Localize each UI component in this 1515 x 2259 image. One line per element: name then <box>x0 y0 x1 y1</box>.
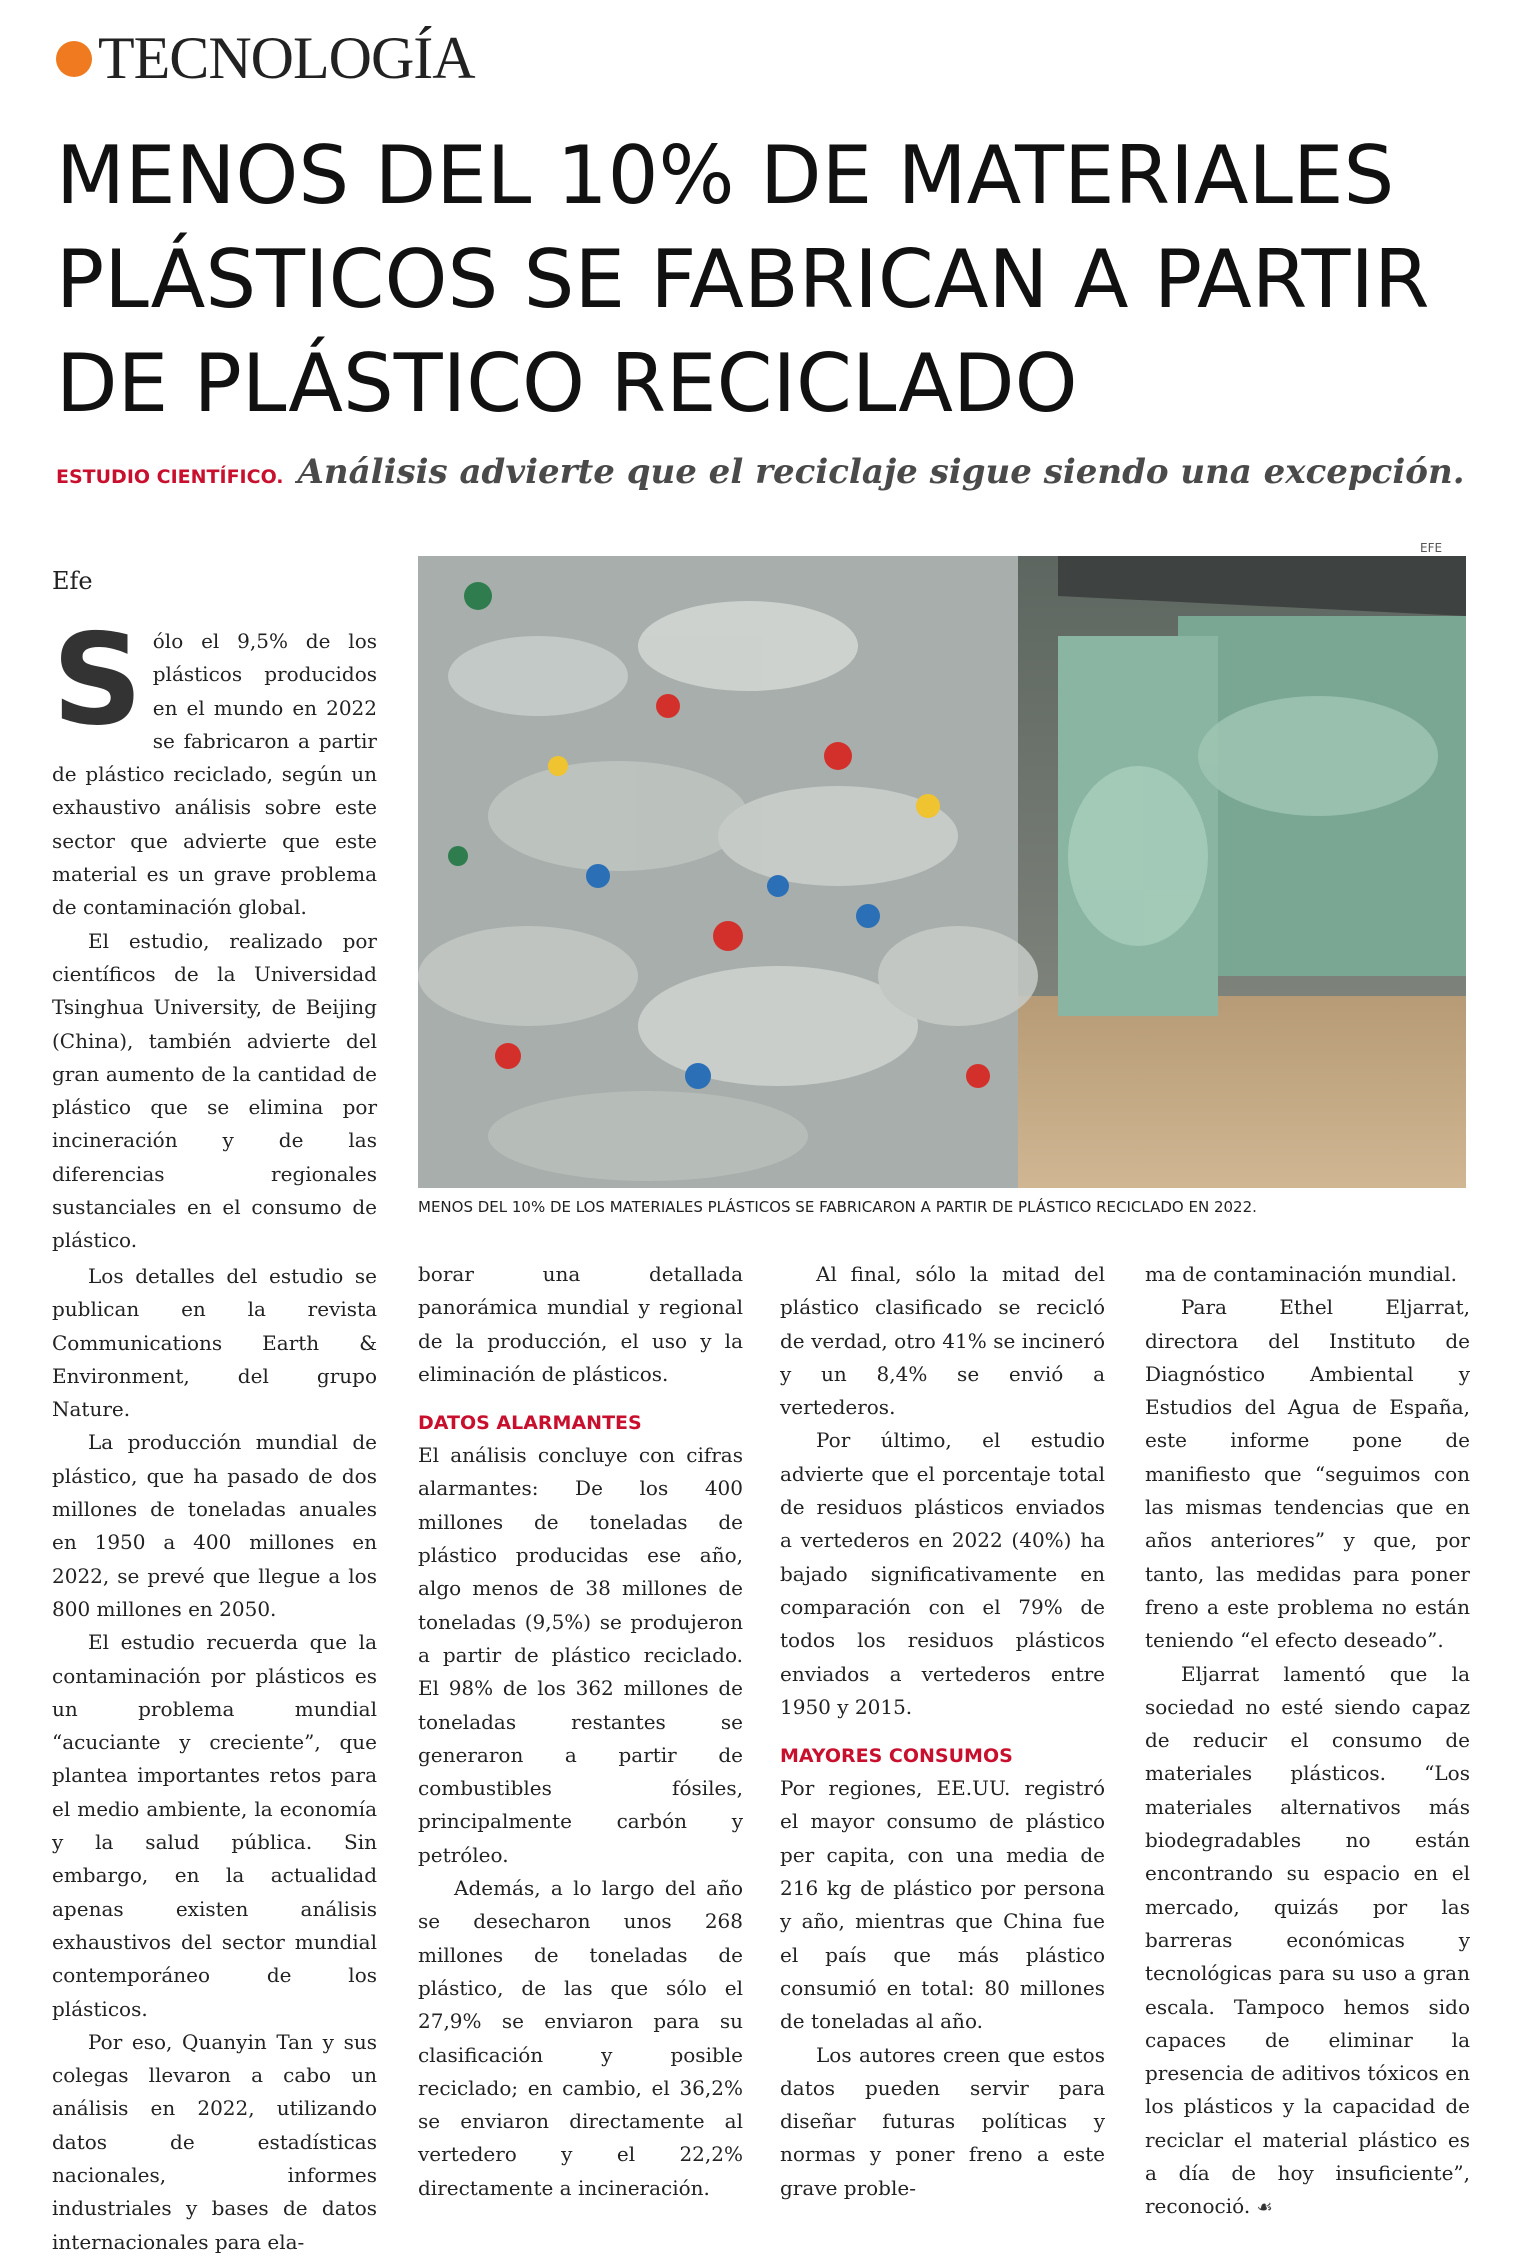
article-paragraph: Por último, el estudio advierte que el porcentaje total de residuos plásticos enviados a vertederos en 2022 (40%) ha bajado significativamente en comparación con el 79% de todos los residuos plásticos enviados a vertederos entre 1950 y 2015. <box>780 1428 1105 1719</box>
kicker-label: ESTUDIO CIENTÍFICO. <box>56 466 284 488</box>
photo-caption: MENOS DEL 10% DE LOS MATERIALES PLÁSTICOS SE FABRICARON A PARTIR DE PLÁSTICO RECICLADO EN 2022. <box>418 1198 1257 1216</box>
article-paragraph <box>52 606 377 925</box>
headline-line: MENOS DEL 10% DE MATERIALES <box>56 129 1395 222</box>
article-photo <box>418 556 1466 1188</box>
headline <box>56 124 1476 436</box>
paragraph-text: Eljarrat lamentó que la sociedad no esté siendo capaz de reducir el consumo de materiales plásticos. “Los materiales alternativos más biodegradables no están encontrando su espacio en el mercado, quizás por las barreras económicas y tecnológicas para su uso a gran escala. Tampoco hemos sido capaces de eliminar la presencia de aditivos tóxicos en los plásticos y la capacidad de reciclar el material plástico es a día de hoy insuficiente”, reconoció. <box>1145 1661 1470 2219</box>
article-paragraph: Por eso, Quanyin Tan y sus colegas llevaron a cabo un análisis en 2022, utilizando datos de estadísticas nacionales, informes industriales y bases de datos internacionales para ela- <box>52 2029 377 2254</box>
headline-line: DE PLÁSTICO RECICLADO <box>56 337 1078 430</box>
article-paragraph: Al final, sólo la mitad del plástico clasificado se recicló de verdad, otro 41% se incineró y un 8,4% se envió a vertederos. <box>780 1262 1105 1420</box>
article-paragraph <box>1145 1658 1470 2225</box>
subhead: DATOS ALARMANTES <box>418 1412 642 1435</box>
article-column <box>1145 1258 1470 2225</box>
article-column <box>52 606 377 1258</box>
kicker <box>56 452 1476 492</box>
article-paragraph: Además, a lo largo del año se desecharon unos 268 millones de toneladas de plástico, de las que sólo el 27,9% se enviaron para su clasificación y posible reciclado; en cambio, el 36,2% se enviaron directamente al vertedero y el 22,2% directamente a incineración. <box>418 1876 743 2200</box>
article-paragraph: Por regiones, EE.UU. registró el mayor consumo de plástico per capita, con una media de 216 kg de plástico por persona y año, mientras que China fue el país que más plástico consumió en total: 80 millones de toneladas al año. <box>780 1776 1105 2034</box>
plastic-bottles-image <box>418 556 1466 1188</box>
headline-line: PLÁSTICOS SE FABRICAN A PARTIR <box>56 233 1430 326</box>
photo-credit: EFE <box>1420 541 1443 555</box>
dropcap: S <box>52 606 143 753</box>
byline: Efe <box>52 567 93 595</box>
kicker-text: Análisis advierte que el reciclaje sigue siendo una excepción. <box>297 452 1465 492</box>
paragraph-text: ólo el 9,5% de los plásticos producidos en el mundo en 2022 se fabricaron a partir de plástico reciclado, según un exhaustivo análisis sobre este sector que advierte que este material es un grave problema de contaminación global. <box>52 629 377 920</box>
article-paragraph: borar una detallada panorámica mundial y regional de la producción, el uso y la eliminación de plásticos. <box>418 1262 743 1386</box>
section-header <box>56 24 475 93</box>
article-paragraph: Los detalles del estudio se publican en la revista Communications Earth & Environment, del grupo Nature. <box>52 1264 377 1422</box>
article-paragraph: La producción mundial de plástico, que ha pasado de dos millones de toneladas anuales en 1950 a 400 millones en 2022, se prevé que llegue a los 800 millones en 2050. <box>52 1430 377 1621</box>
article-paragraph: Para Ethel Eljarrat, directora del Instituto de Diagnóstico Ambiental y Estudios del Agua de España, este informe pone de manifiesto que “seguimos con las mismas tendencias que en años anteriores” y que, por tanto, las medidas para poner freno a este problema no están teniendo “el efecto deseado”. <box>1145 1295 1470 1653</box>
article-column <box>52 1260 377 2259</box>
subhead: MAYORES CONSUMOS <box>780 1745 1013 1768</box>
article-paragraph: El análisis concluye con cifras alarmantes: De los 400 millones de toneladas de plástico producidas ese año, algo menos de 38 millones de toneladas (9,5%) se produjeron a partir de plástico reciclado. El 98% de los 362 millones de toneladas restantes se generaron a partir de combustibles fósiles, principalmente carbón y petróleo. <box>418 1443 743 1867</box>
article-paragraph: Los autores creen que estos datos pueden servir para diseñar futuras políticas y normas y poner freno a este grave proble- <box>780 2042 1105 2200</box>
article-paragraph: El estudio recuerda que la contaminación por plásticos es un problema mundial “acuciante y creciente”, que plantea importantes retos para el medio ambiente, la economía y la salud pública. Sin embargo, en la actualidad apenas existen análisis exhaustivos del sector mundial contemporáneo de los plásticos. <box>52 1630 377 2021</box>
article-column <box>780 1258 1105 2205</box>
article-column <box>418 1258 743 2205</box>
article-paragraph: ma de contaminación mundial. <box>1145 1262 1457 1286</box>
section-dot-icon <box>56 41 92 77</box>
section-label: TECNOLOGÍA <box>98 25 475 91</box>
article-paragraph: El estudio, realizado por científicos de la Universidad Tsinghua University, de Beijing (China), también advierte del gran aumento de la cantidad de plástico que se elimina por incineración y de las diferencias regionales sustanciales en el consumo de plástico. <box>52 928 377 1253</box>
end-mark-icon: ☙ <box>1256 2197 1273 2219</box>
